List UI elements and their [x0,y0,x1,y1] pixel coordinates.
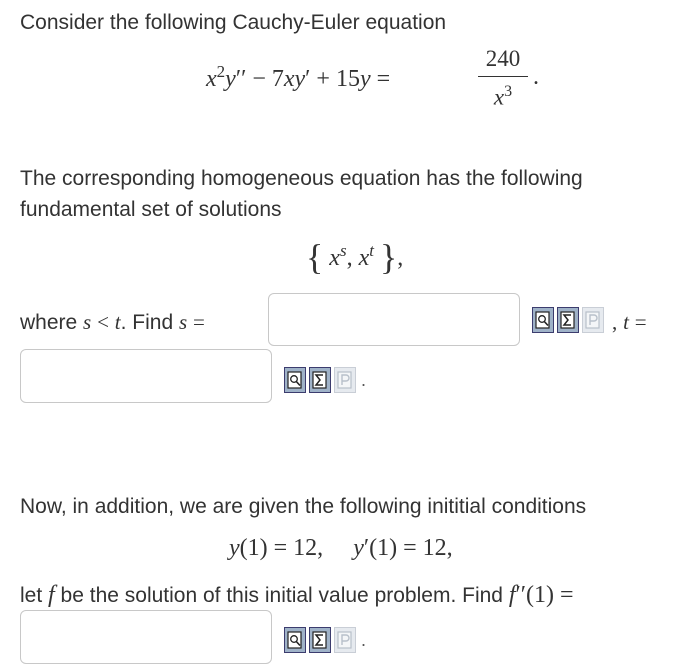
period: . [361,369,367,390]
p-icon [334,367,356,393]
t-answer-input[interactable] [20,349,272,403]
preview-icon[interactable] [532,307,554,333]
homogeneous-line-1: The corresponding homogeneous equation has the following [20,167,583,190]
fraction-numerator: 240 [485,46,521,71]
s-answer-tools [532,307,604,333]
period: . [361,629,367,650]
sigma-icon[interactable] [309,627,331,653]
t-answer-tools [284,367,366,393]
equation-period: . [533,64,539,90]
equation-fraction [478,44,528,113]
initial-conditions: y(1) = 12, y′(1) = 12, [229,535,453,561]
find-s-line: where s < t. Find s = [20,310,205,334]
ivp-text: Now, in addition, we are given the following inititial conditions [20,495,587,518]
t-label: , t = [612,310,647,334]
preview-icon[interactable] [284,367,306,393]
fraction-denominator: $x^3$ [493,83,513,110]
intro-text: Consider the following Cauchy-Euler equation [20,11,447,34]
sigma-icon[interactable] [309,367,331,393]
homogeneous-line-2: fundamental set of solutions [20,198,282,221]
fpp-answer-input[interactable] [20,610,272,664]
solution-set: { $x^s$, $x^t$ }, [306,237,404,277]
s-answer-input[interactable] [268,293,520,346]
final-question: let f be the solution of this initial value problem. Find f′′(1) = [20,582,574,608]
preview-icon[interactable] [284,627,306,653]
fpp-answer-tools [284,627,366,653]
sigma-icon[interactable] [557,307,579,333]
cauchy-euler-equation: $x^2y'' - 7xy' + 15y$ = [206,62,391,92]
p-icon [334,627,356,653]
p-icon [582,307,604,333]
